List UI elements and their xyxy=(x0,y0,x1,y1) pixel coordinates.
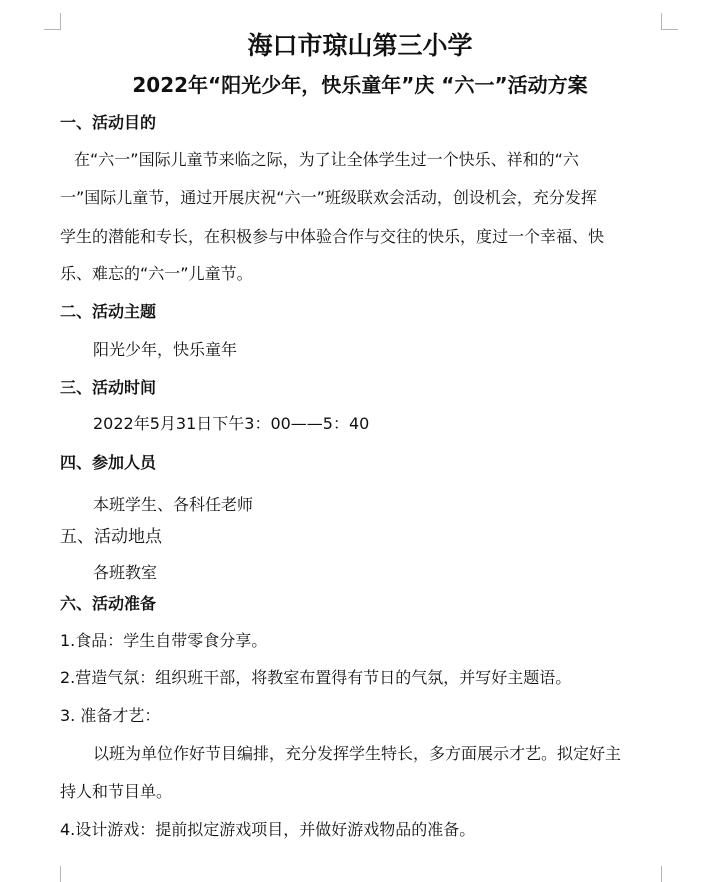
section-1-line: 学生的潜能和专长，在积极参与中体验合作与交往的快乐，度过一个幸福、快 xyxy=(60,227,605,246)
section-3-heading: 三、活动时间 xyxy=(60,378,157,397)
section-4-heading: 四、参加人员 xyxy=(60,453,157,472)
section-5-text: 各班教室 xyxy=(93,563,158,582)
section-6-item-3-line: 持人和节目单。 xyxy=(60,782,173,801)
page-corner-mark-top-left xyxy=(44,13,61,30)
section-6-item-2: 2.营造气氛：组织班干部，将教室布置得有节日的气氛，并写好主题语。 xyxy=(60,668,572,687)
section-1-line: 在“六一”国际儿童节来临之际，为了让全体学生过一个快乐、祥和的“六 xyxy=(74,150,579,169)
section-6-heading: 六、活动准备 xyxy=(60,594,157,613)
document-title: 海口市琼山第三小学 xyxy=(247,31,473,60)
section-5-heading: 五、活动地点 xyxy=(60,527,162,547)
section-1-line: 一”国际儿童节，通过开展庆祝“六一”班级联欢会活动，创设机会，充分发挥 xyxy=(60,188,597,207)
section-1-line: 乐、难忘的“六一”儿童节。 xyxy=(60,264,253,283)
page-corner-mark-bottom-right xyxy=(661,866,678,882)
document-subtitle: 2022年“阳光少年，快乐童年”庆 “六一”活动方案 xyxy=(132,73,588,97)
page-corner-mark-top-right xyxy=(661,13,678,30)
section-2-heading: 二、活动主题 xyxy=(60,302,157,321)
section-2-text: 阳光少年，快乐童年 xyxy=(93,340,238,359)
section-6-item-4: 4.设计游戏：提前拟定游戏项目，并做好游戏物品的准备。 xyxy=(60,820,476,839)
page-corner-mark-bottom-left xyxy=(44,866,61,882)
section-1-heading: 一、活动目的 xyxy=(60,113,157,132)
section-6-item-3-line: 以班为单位作好节目编排，充分发挥学生特长，多方面展示才艺。拟定好主 xyxy=(93,744,622,763)
section-4-text: 本班学生、各科任老师 xyxy=(93,495,254,514)
section-3-text: 2022年5月31日下午3：00——5：40 xyxy=(93,414,370,433)
section-6-item-3: 3. 准备才艺： xyxy=(60,706,161,725)
section-6-item-1: 1.食品：学生自带零食分享。 xyxy=(60,631,268,650)
